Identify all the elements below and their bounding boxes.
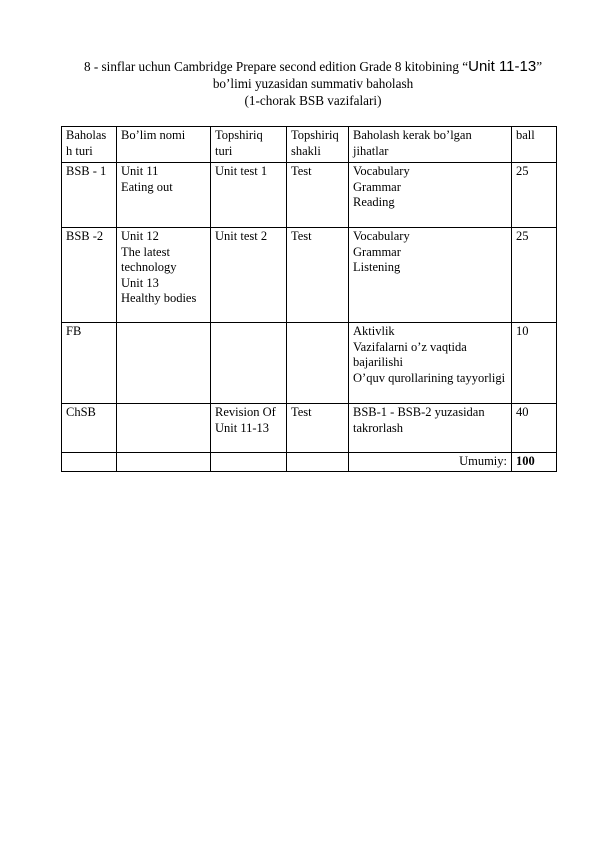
aspect-line: Reading [353,195,395,209]
table-row [62,404,557,453]
task-type-cell: Revision Of Unit 11-13 [211,404,287,453]
table-row [62,323,557,404]
task-type-cell [211,323,287,404]
section-cell [117,404,211,453]
table-header-row [62,127,557,163]
task-type-cell: Unit test 1 [211,163,287,228]
header-cell: Baholash turi [62,127,117,163]
header-cell: ball [512,127,557,163]
task-form-cell: Test [287,163,349,228]
score-cell: 40 [512,404,557,453]
score-cell: 10 [512,323,557,404]
header-cell: Topshiriq turi [211,127,287,163]
aspects-cell [349,163,512,228]
aspects-cell [349,323,512,404]
heading-title [70,58,556,92]
section-line: Healthy bodies [121,291,197,305]
task-form-cell: Test [287,404,349,453]
heading-title-part1: 8 - sinflar uchun Cambridge Prepare second edition Grade 8 kitobining “ [83,59,469,74]
empty-cell [287,453,349,472]
section-line: Unit 12 [121,229,159,243]
section-line: The latest technology [121,244,177,274]
aspect-line: Grammar [353,244,401,259]
section-line: Eating out [121,179,173,194]
aspect-line: Vocabulary [353,229,410,243]
total-value: 100 [512,453,557,472]
aspects-cell: BSB-1 - BSB-2 yuzasidan takrorlash [349,404,512,453]
heading-subtitle: (1-chorak BSB vazifalari) [244,93,382,108]
assessment-type-cell: FB [62,323,117,404]
score-cell: 25 [512,163,557,228]
section-line: Unit 13 [121,275,159,290]
section-line: Unit 11 [121,164,159,178]
aspect-line: Vazifalarni o’z vaqtida bajarilishi [353,339,467,369]
aspect-line: Vocabulary [353,164,410,178]
task-type-cell: Unit test 2 [211,228,287,323]
section-cell [117,228,211,323]
aspect-line: Listening [353,260,401,274]
empty-cell [117,453,211,472]
heading-title-part2: ” bo’limi yuzasidan summativ baholash [212,59,543,91]
section-cell [117,163,211,228]
heading-unit-range: Unit 11-13 [468,58,537,75]
section-cell [117,323,211,404]
aspect-line: O’quv qurollarining tayyorligi [353,370,506,385]
assessment-type-cell: ChSB [62,404,117,453]
score-cell: 25 [512,228,557,323]
table-row [62,163,557,228]
task-form-cell: Test [287,228,349,323]
aspect-line: Aktivlik [353,324,395,338]
aspect-line: Grammar [353,179,401,194]
task-form-cell [287,323,349,404]
assessment-table [61,126,557,472]
header-cell: Baholash kerak bo’lgan jihatlar [349,127,512,163]
assessment-type-cell: BSB - 1 [62,163,117,228]
assessment-type-cell: BSB -2 [62,228,117,323]
header-cell: Bo’lim nomi [117,127,211,163]
total-label: Umumiy: [349,453,512,472]
table-total-row [62,453,557,472]
table-row [62,228,557,323]
header-cell: Topshiriq shakli [287,127,349,163]
empty-cell [62,453,117,472]
empty-cell [211,453,287,472]
document-heading [70,58,556,109]
aspects-cell [349,228,512,323]
